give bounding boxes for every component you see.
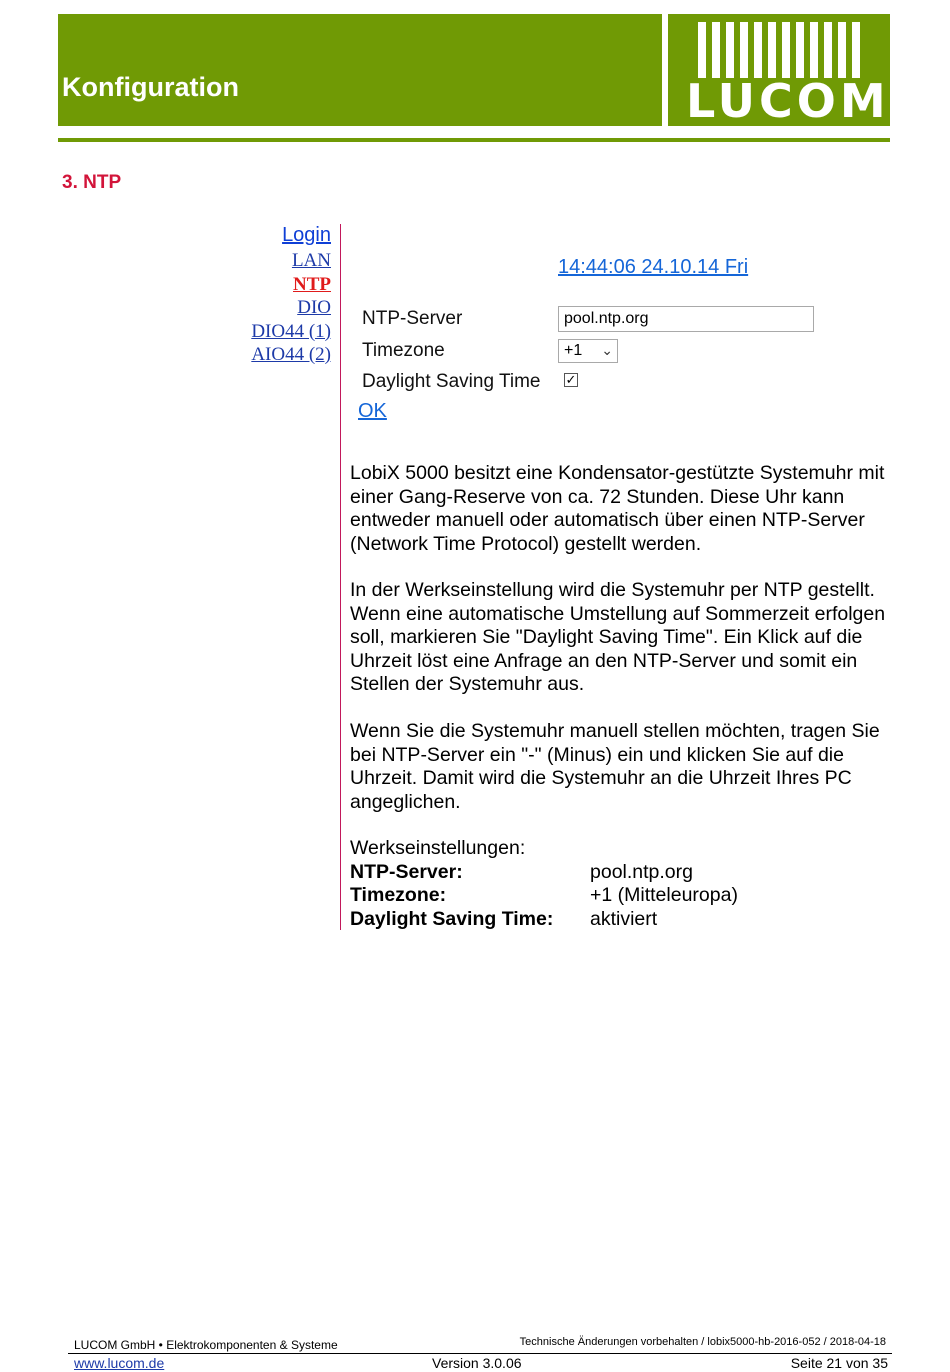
defaults-value: aktiviert xyxy=(590,907,658,930)
defaults-value: pool.ntp.org xyxy=(590,860,693,883)
footer-page-number: Seite 21 von 35 xyxy=(790,1355,888,1371)
nav-item-aio44-2[interactable]: AIO44 (2) xyxy=(251,344,331,365)
lucom-logo xyxy=(668,14,890,126)
nav-item-dio[interactable]: DIO xyxy=(297,297,331,318)
page-title: Konfiguration xyxy=(62,72,239,102)
defaults-row xyxy=(350,908,738,932)
header-divider xyxy=(58,138,890,142)
footer-notice: Technische Änderungen vorbehalten / lobix5000-hb-2016-052 / 2018-04-18 xyxy=(519,1336,886,1348)
nav-item-dio44-1[interactable]: DIO44 (1) xyxy=(251,320,331,342)
section-title: 3. NTP xyxy=(62,172,122,193)
paragraph-manual: Wenn Sie die Systemuhr manuell stellen möchten, tragen Sie bei NTP-Server ein "-" (Minus) ein und klicken Sie auf die Uhrzeit. Damit wird die Systemuhr an die Uhrzeit Ihres PC angeglichen. xyxy=(350,720,880,813)
timezone-label: Timezone xyxy=(362,340,445,361)
timezone-value: +1 xyxy=(564,342,583,359)
dst-label: Daylight Saving Time xyxy=(362,371,541,392)
defaults-key: Daylight Saving Time: xyxy=(350,907,554,930)
paragraph-intro: LobiX 5000 besitzt eine Kondensator-gestützte Systemuhr mit einer Gang-Reserve von ca. 72 Stunden. Diese Uhr kann entweder manuell oder automatisch über einen NTP-Server (Network Time Protocol) gestellt werden. xyxy=(350,462,885,555)
defaults-block xyxy=(350,837,738,931)
ntp-server-label: NTP-Server xyxy=(362,308,463,329)
defaults-row xyxy=(350,884,738,908)
checkmark-icon: ✓ xyxy=(565,372,577,387)
defaults-key: NTP-Server: xyxy=(350,860,463,883)
ntp-server-input[interactable] xyxy=(558,306,814,332)
logo-bars-icon xyxy=(688,22,870,82)
nav-item-lan[interactable]: LAN xyxy=(291,250,331,271)
nav-item-ntp[interactable]: NTP xyxy=(293,273,331,295)
defaults-row xyxy=(350,861,738,885)
nav-item-login[interactable]: Login xyxy=(282,224,331,246)
logo-text: LUCOM xyxy=(686,74,890,128)
chevron-down-icon: ⌄ xyxy=(601,342,613,358)
defaults-key: Timezone: xyxy=(350,884,447,906)
side-nav xyxy=(200,222,331,367)
footer-company: LUCOM GmbH • Elektrokomponenten & Systeme xyxy=(74,1338,338,1352)
defaults-value: +1 (Mitteleuropa) xyxy=(590,884,738,906)
clock-link[interactable]: 14:44:06 24.10.14 Fri xyxy=(558,256,749,278)
footer-website-link[interactable]: www.lucom.de xyxy=(74,1355,165,1371)
content-divider xyxy=(340,224,341,930)
timezone-select[interactable] xyxy=(558,339,618,363)
header-bar xyxy=(58,14,662,126)
ok-button[interactable]: OK xyxy=(358,400,387,422)
footer-divider xyxy=(68,1353,892,1354)
dst-checkbox[interactable] xyxy=(564,373,578,387)
footer-version: Version 3.0.06 xyxy=(432,1355,522,1371)
paragraph-factory: In der Werkseinstellung wird die Systemuhr per NTP gestellt. Wenn eine automatische Umstellung auf Sommerzeit erfolgen soll, markieren Sie "Daylight Saving Time". Ein Klick auf die Uhrzeit löst eine Anfrage an den NTP-Server und somit ein Stellen der Systemuhr aus. xyxy=(350,579,886,695)
defaults-heading: Werkseinstellungen: xyxy=(350,837,526,859)
